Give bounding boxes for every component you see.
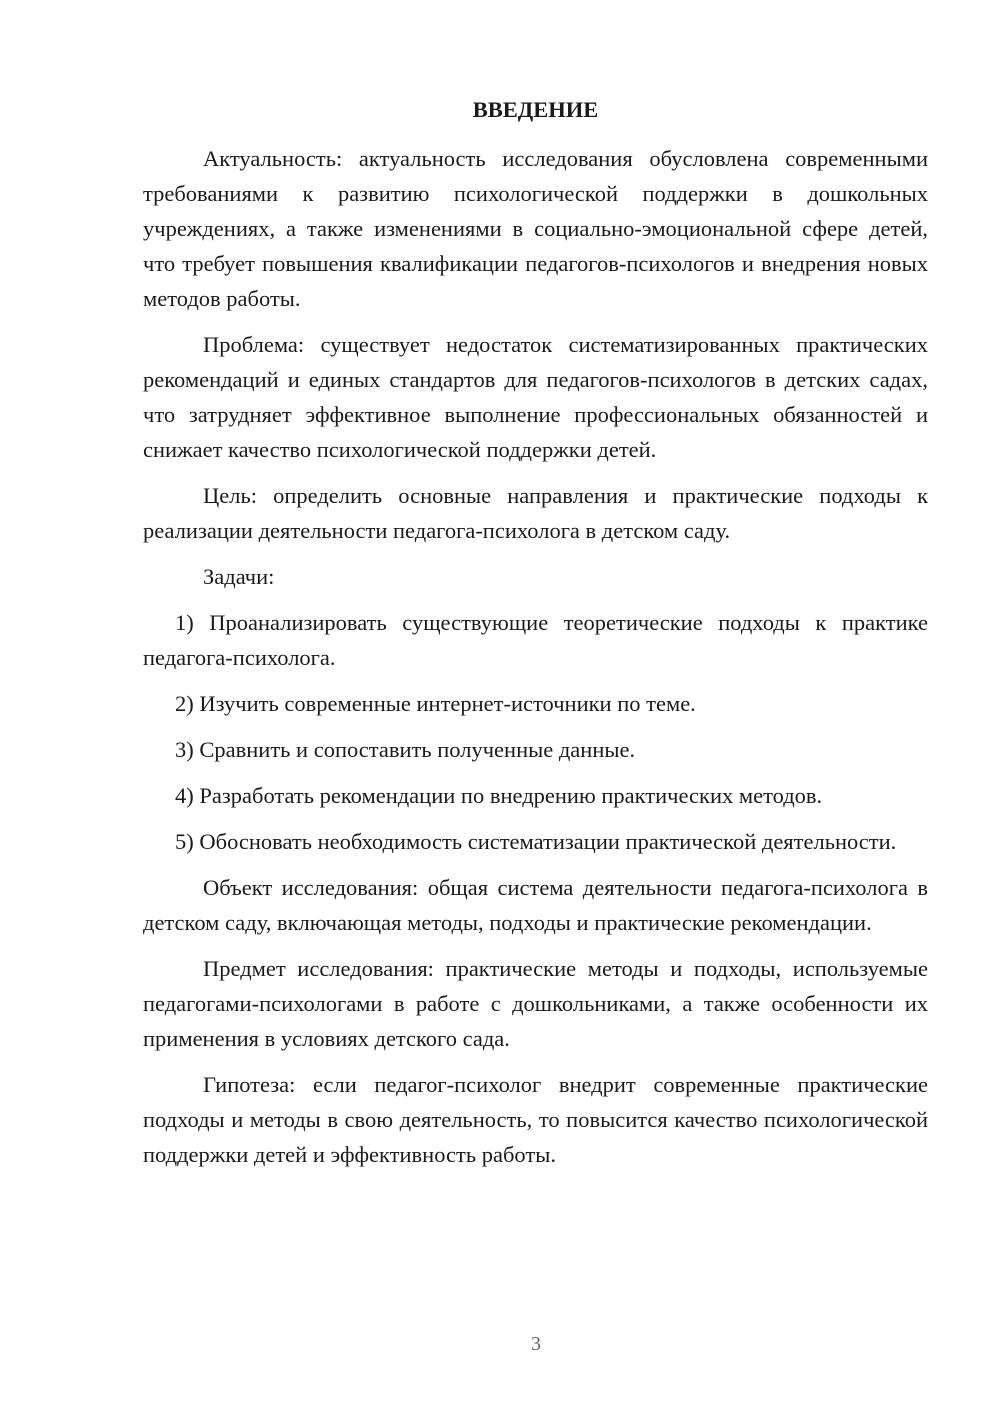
task-item-5: 5) Обосновать необходимость систематизации практической деятельности. — [175, 829, 897, 854]
page-number: 3 — [531, 1333, 541, 1355]
paragraph-object: Объект исследования: общая система деятельности педагога-психолога в детском саду, включающая методы, подходы и практические рекомендации. — [143, 875, 928, 935]
task-item-3: 3) Сравнить и сопоставить полученные данные. — [175, 737, 636, 762]
paragraph-problem: Проблема: существует недостаток систематизированных практических рекомендаций и единых стандартов для педагогов-психологов в детских садах, что затрудняет эффективное выполнение профессиональных обязанностей и снижает качество психологической поддержки детей. — [143, 332, 928, 462]
tasks-label: Задачи: — [203, 564, 275, 589]
page-number-container — [0, 1332, 1000, 1356]
section-heading: ВВЕДЕНИЕ — [472, 97, 599, 122]
paragraph-goal: Цель: определить основные направления и практические подходы к реализации деятельности педагога-психолога в детском саду. — [143, 483, 928, 543]
task-item-4: 4) Разработать рекомендации по внедрению практических методов. — [175, 783, 823, 808]
paragraph-relevance: Актуальность: актуальность исследования обусловлена современными требованиями к развитию психологической поддержки в дошкольных учреждениях, а также изменениями в социально-эмоциональной сфере детей, что требует повышения квалификации педагогов-психологов и внедрения новых методов работы. — [143, 146, 928, 311]
page-content — [143, 92, 928, 1183]
task-item-2: 2) Изучить современные интернет-источники по теме. — [175, 691, 696, 716]
paragraph-hypothesis: Гипотеза: если педагог-психолог внедрит современные практические подходы и методы в свою деятельность, то повысится качество психологической поддержки детей и эффективность работы. — [143, 1072, 928, 1167]
task-item-1: 1) Проанализировать существующие теоретические подходы к практике педагога-психолога. — [143, 610, 928, 670]
paragraph-subject: Предмет исследования: практические методы и подходы, используемые педагогами-психологами в работе с дошкольниками, а также особенности их применения в условиях детского сада. — [143, 956, 928, 1051]
